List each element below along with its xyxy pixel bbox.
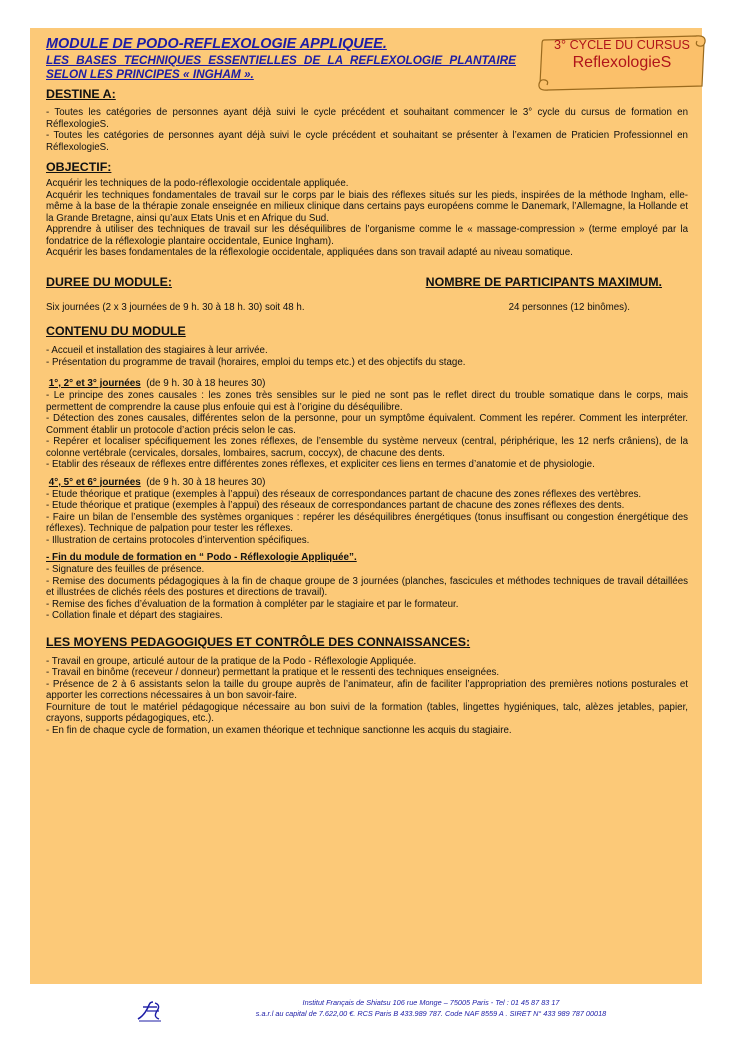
- moyens-heading: LES MOYENS PEDAGOGIQUES ET CONTRÔLE DES CONNAISSANCES:: [46, 634, 471, 649]
- contenu-intro-item: - Accueil et installation des stagiaires à leur arrivée.: [46, 345, 268, 356]
- duree-heading: DUREE DU MODULE:: [46, 274, 172, 289]
- duree-text: Six journées (2 x 3 journées de 9 h. 30 à 18 h. 30) soit 48 h.: [46, 301, 305, 313]
- fin-module-item: - Collation finale et départ des stagiaires.: [46, 610, 223, 621]
- moyens-item: - Travail en groupe, articulé autour de la pratique de la Podo - Réflexologie Appliquée.: [46, 655, 417, 667]
- participants-text: 24 personnes (12 binômes).: [508, 301, 630, 313]
- days-1-3-item: - Repérer et localiser spécifiquement les zones réflexes, de l’ensemble du système nerveux (central, périphérique, les 12 nerfs crâniens), de la colonne vertébrale (cervicales, dorsales, lombaires, sacrum, coccyx), de chacune des dents.: [46, 436, 688, 459]
- days-1-3-heading: [46, 378, 688, 390]
- days-4-6-item: - Etude théorique et pratique (exemples à l’appui) des réseaux de correspondances partant de chacune des zones réflexes des dents.: [46, 500, 625, 511]
- destine-item: - Toutes les catégories de personnes ayant déjà suivi le cycle précédent et souhaitant commencer le 3° cycle du cursus de formation en RéflexologieS.: [46, 107, 688, 130]
- destine-heading: DESTINE A:: [46, 87, 116, 101]
- days-1-3-item: - Détection des zones causales, différentes selon de la personne, pour un symptôme équivalent. Comment les repérer. Comment les interpréter. Comment établir un protocole d’action précis selon le cas.: [46, 413, 688, 436]
- days-4-6-item: - Faire un bilan de l’ensemble des systèmes organiques : repérer les déséquilibres énergétiques (tonus insuffisant ou congestion énergétique des réflexes). Technique de palpation pour tester les réflexes.: [46, 511, 688, 534]
- objectif-item: Acquérir les bases fondamentales de la réflexologie occidentale, appliquées dans son travail adapté au niveau somatique.: [46, 247, 573, 258]
- badge-line-1: 3° CYCLE DU CURSUS: [554, 38, 690, 52]
- footer-line-1: Institut Français de Shiatsu 106 rue Monge – 75005 Paris - Tel : 01 45 87 83 17: [302, 998, 560, 1007]
- days-1-3-item: - Le principe des zones causales : les zones très sensibles sur le pied ne sont pas le reflet direct du trouble somatique dans le corps, mais permettent de comprendre la cause plus enfouie qui est à l’origine du déséquilibre.: [46, 390, 688, 413]
- days-1-3-label: 1°, 2° et 3° journées: [48, 378, 141, 389]
- days-4-6-hours: (de 9 h. 30 à 18 heures 30): [146, 476, 266, 488]
- days-4-6-heading: [46, 477, 688, 489]
- days-4-6-label: 4°, 5° et 6° journées: [48, 476, 141, 488]
- moyens-item: Fourniture de tout le matériel pédagogique nécessaire au bon suivi de la formation (tables, lingettes hygiéniques, talc, alèzes jetables, papier, crayons, supports pédagogiques, etc.).: [46, 701, 688, 724]
- duree-participants-values: [46, 302, 688, 314]
- moyens-item: - Présence de 2 à 6 assistants selon la taille du groupe auprès de l’animateur, afin de faciliter l’appropriation des premières notions posturales et apporter les corrections nécessaires à un bon savoir-faire.: [46, 678, 688, 701]
- fin-module-item: - Remise des fiches d’évaluation de la formation à compléter par le stagiaire et par le formateur.: [46, 598, 459, 610]
- days-1-3-item: - Etablir des réseaux de réflexes entre différentes zones réflexes, et expliciter ces liens en termes d’anatomie et de physiologie.: [46, 459, 595, 470]
- duree-participants-row: [46, 275, 688, 290]
- days-4-6-item: - Etude théorique et pratique (exemples à l’appui) des réseaux de correspondances partant de chacune des zones réflexes des vertèbres.: [46, 488, 642, 500]
- title-block: [46, 36, 516, 81]
- cycle-badge: [534, 30, 708, 98]
- fin-module-heading: [46, 552, 688, 564]
- destine-item: - Toutes les catégories de personnes ayant déjà suivi le cycle précédent et souhaitant se présenter à l’examen de Praticien Professionnel en RéflexologieS.: [46, 130, 688, 153]
- objectif-item: Acquérir les techniques fondamentales de travail sur le corps par le biais des réflexes situés sur les pieds, inspirées de la méthode Ingham, elle-même à la base de la thérapie zonale enseignée en milieux clinique dans certains pays européens comme le Danemark, l’Allemagne, la Hollande et la Grande Bretagne, ainsi qu’aux Etats Unis et en Afrique du Sud.: [46, 189, 688, 224]
- moyens-item: - En fin de chaque cycle de formation, un examen théorique et technique sanctionne les acquis du stagiaire.: [46, 724, 512, 736]
- fin-module-item: - Remise des documents pédagogiques à la fin de chaque groupe de 3 journées (planches, fascicules et méthodes techniques de travail détaillées et illustrées de clichés réels des postures et directions de travail).: [46, 575, 688, 598]
- footer: [135, 996, 695, 1026]
- contenu-heading: CONTENU DU MODULE: [46, 324, 186, 338]
- fin-module-item: - Signature des feuilles de présence.: [46, 564, 205, 575]
- contenu-intro-item: - Présentation du programme de travail (horaires, emploi du temps etc.) et des objectifs du stage.: [46, 356, 466, 368]
- footer-text: [171, 998, 691, 1019]
- days-1-3-hours: (de 9 h. 30 à 18 heures 30): [146, 378, 266, 389]
- participants-heading: NOMBRE DE PARTICIPANTS MAXIMUM.: [425, 274, 662, 289]
- ifs-logo-icon: [135, 999, 163, 1023]
- objectif-item: Acquérir les techniques de la podo-réflexologie occidentale appliquée.: [46, 178, 349, 189]
- content-panel: [30, 28, 702, 984]
- fin-module-label: - Fin du module de formation en “ Podo - Réflexologie Appliquée”.: [46, 552, 357, 563]
- objectif-item: Apprendre à utiliser des techniques de travail sur les déséquilibres de l’organisme comme le « massage-compression » (terme employé par la fondatrice de la réflexologie plantaire occidentale, Eunice Ingham).: [46, 224, 688, 247]
- moyens-item: - Travail en binôme (receveur / donneur) permettant la pratique et le ressenti des techniques enseignées.: [46, 667, 500, 678]
- page-title: MODULE DE PODO-REFLEXOLOGIE APPLIQUEE.: [46, 36, 387, 52]
- days-4-6-item: - Illustration de certains protocoles d’intervention spécifiques.: [46, 534, 310, 546]
- page-subtitle: LES BASES TECHNIQUES ESSENTIELLES DE LA REFLEXOLOGIE PLANTAIRE SELON LES PRINCIPES « INGHAM ».: [46, 53, 516, 81]
- badge-line-2: ReflexologieS: [572, 54, 672, 71]
- footer-line-2: s.a.r.l au capital de 7.622,00 €. RCS Paris B 433.989 787. Code NAF 8559 A . SIRET N° 433 989 787 00018: [255, 1008, 607, 1018]
- objectif-heading: OBJECTIF:: [46, 160, 112, 174]
